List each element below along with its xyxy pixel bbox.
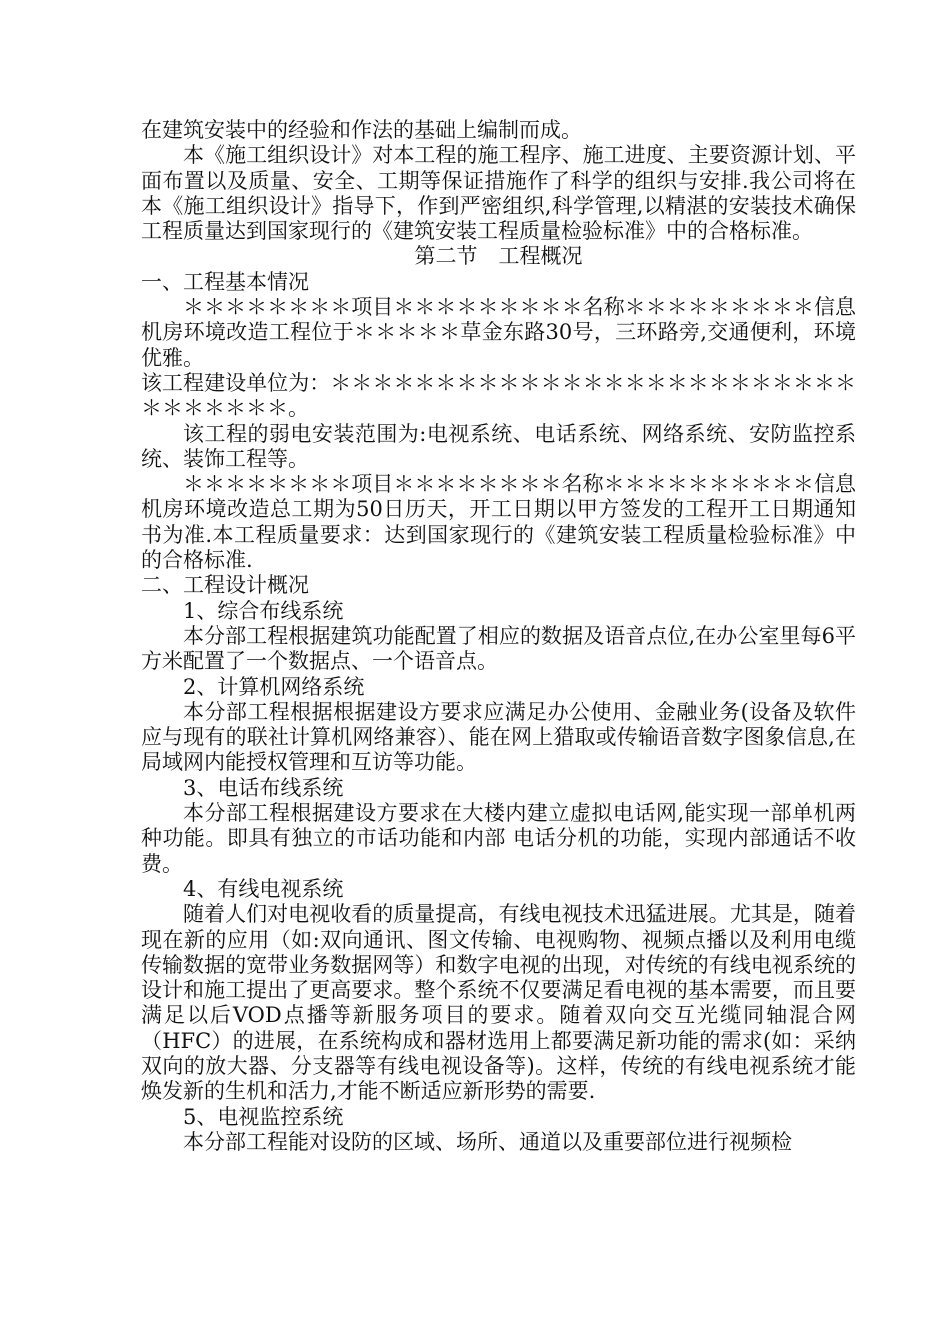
subheading-network: 2、计算机网络系统	[183, 674, 365, 699]
subheading-telephone: 3、电话布线系统	[183, 775, 344, 800]
paragraph-construction-unit: 该工程建设单位为：＊＊＊＊＊＊＊＊＊＊＊＊＊＊＊＊＊＊＊＊＊＊＊＊＊＊＊＊＊＊＊＊。	[141, 370, 856, 421]
subheading-cctv: 5、电视监控系统	[183, 1104, 344, 1129]
paragraph-project-location: ＊＊＊＊＊＊＊＊项目＊＊＊＊＊＊＊＊＊名称＊＊＊＊＊＊＊＊＊信息机房环境改造工程位于＊＊＊＊＊草金东路30号，三环路旁,交通便利，环境优雅。	[141, 295, 856, 370]
paragraph-telephone: 本分部工程根据建设方要求在大楼内建立虚拟电话网,能实现一部单机两种功能。即具有独立的市话功能和内部 电话分机的功能，实现内部通话不收费。	[141, 801, 856, 876]
subheading-cabling: 1、综合布线系统	[183, 598, 344, 623]
heading-basic-info: 一、工程基本情况	[141, 269, 309, 294]
paragraph-intro-end: 在建筑安装中的经验和作法的基础上编制而成。	[141, 118, 582, 142]
paragraph-cabling: 本分部工程根据建筑功能配置了相应的数据及语音点位,在办公室里每6平方米配置了一个数据点、一个语音点。	[141, 623, 856, 674]
heading-design-overview: 二、工程设计概况	[141, 573, 309, 598]
document-page	[141, 118, 856, 1155]
paragraph-cable-tv: 随着人们对电视收看的质量提高，有线电视技术迅猛进展。尤其是，随着现在新的应用（如:双向通讯、图文传输、电视购物、视频点播以及利用电缆传输数据的宽带业务数据网等）和数字电视的出现，对传统的有线电视系统的设计和施工提出了更高要求。整个系统不仅要满足看电视的基本需要，而且要满足以后VOD点播等新服务项目的要求。随着双向交互光缆同轴混合网（HFC）的进展，在系统构成和器材选用上都要满足新功能的需求(如：采纳双向的放大器、分支器等有线电视设备等)。这样，传统的有线电视系统才能焕发新的生机和活力,才能不断适应新形势的需要.	[141, 902, 856, 1104]
paragraph-cctv: 本分部工程能对设防的区域、场所、通道以及重要部位进行视频检	[183, 1129, 792, 1154]
paragraph-design-summary: 本《施工组织设计》对本工程的施工程序、施工进度、主要资源计划、平面布置以及质量、安全、工期等保证措施作了科学的组织与安排.我公司将在本《施工组织设计》指导下，作到严密组织,科学管理,以精湛的安装技术确保工程质量达到国家现行的《建筑安装工程质量检验标准》中的合格标准。	[141, 143, 856, 244]
paragraph-schedule-quality: ＊＊＊＊＊＊＊＊项目＊＊＊＊＊＊＊＊名称＊＊＊＊＊＊＊＊＊＊信息机房环境改造总工期为50日历天，开工日期以甲方签发的工程开工日期通知书为准.本工程质量要求：达到国家现行的《建筑安装工程质量检验标准》中的合格标准.	[141, 472, 856, 573]
paragraph-install-scope: 该工程的弱电安装范围为:电视系统、电话系统、网络系统、安防监控系统、装饰工程等。	[141, 421, 856, 471]
paragraph-network: 本分部工程根据根据建设方要求应满足办公使用、金融业务(设备及软件应与现有的联社计算机网络兼容）、能在网上猎取或传输语音数字图象信息,在局域网内能授权管理和互访等功能。	[141, 699, 856, 775]
section-title: 第二节 工程概况	[414, 244, 583, 269]
subheading-cable-tv: 4、有线电视系统	[183, 876, 344, 901]
